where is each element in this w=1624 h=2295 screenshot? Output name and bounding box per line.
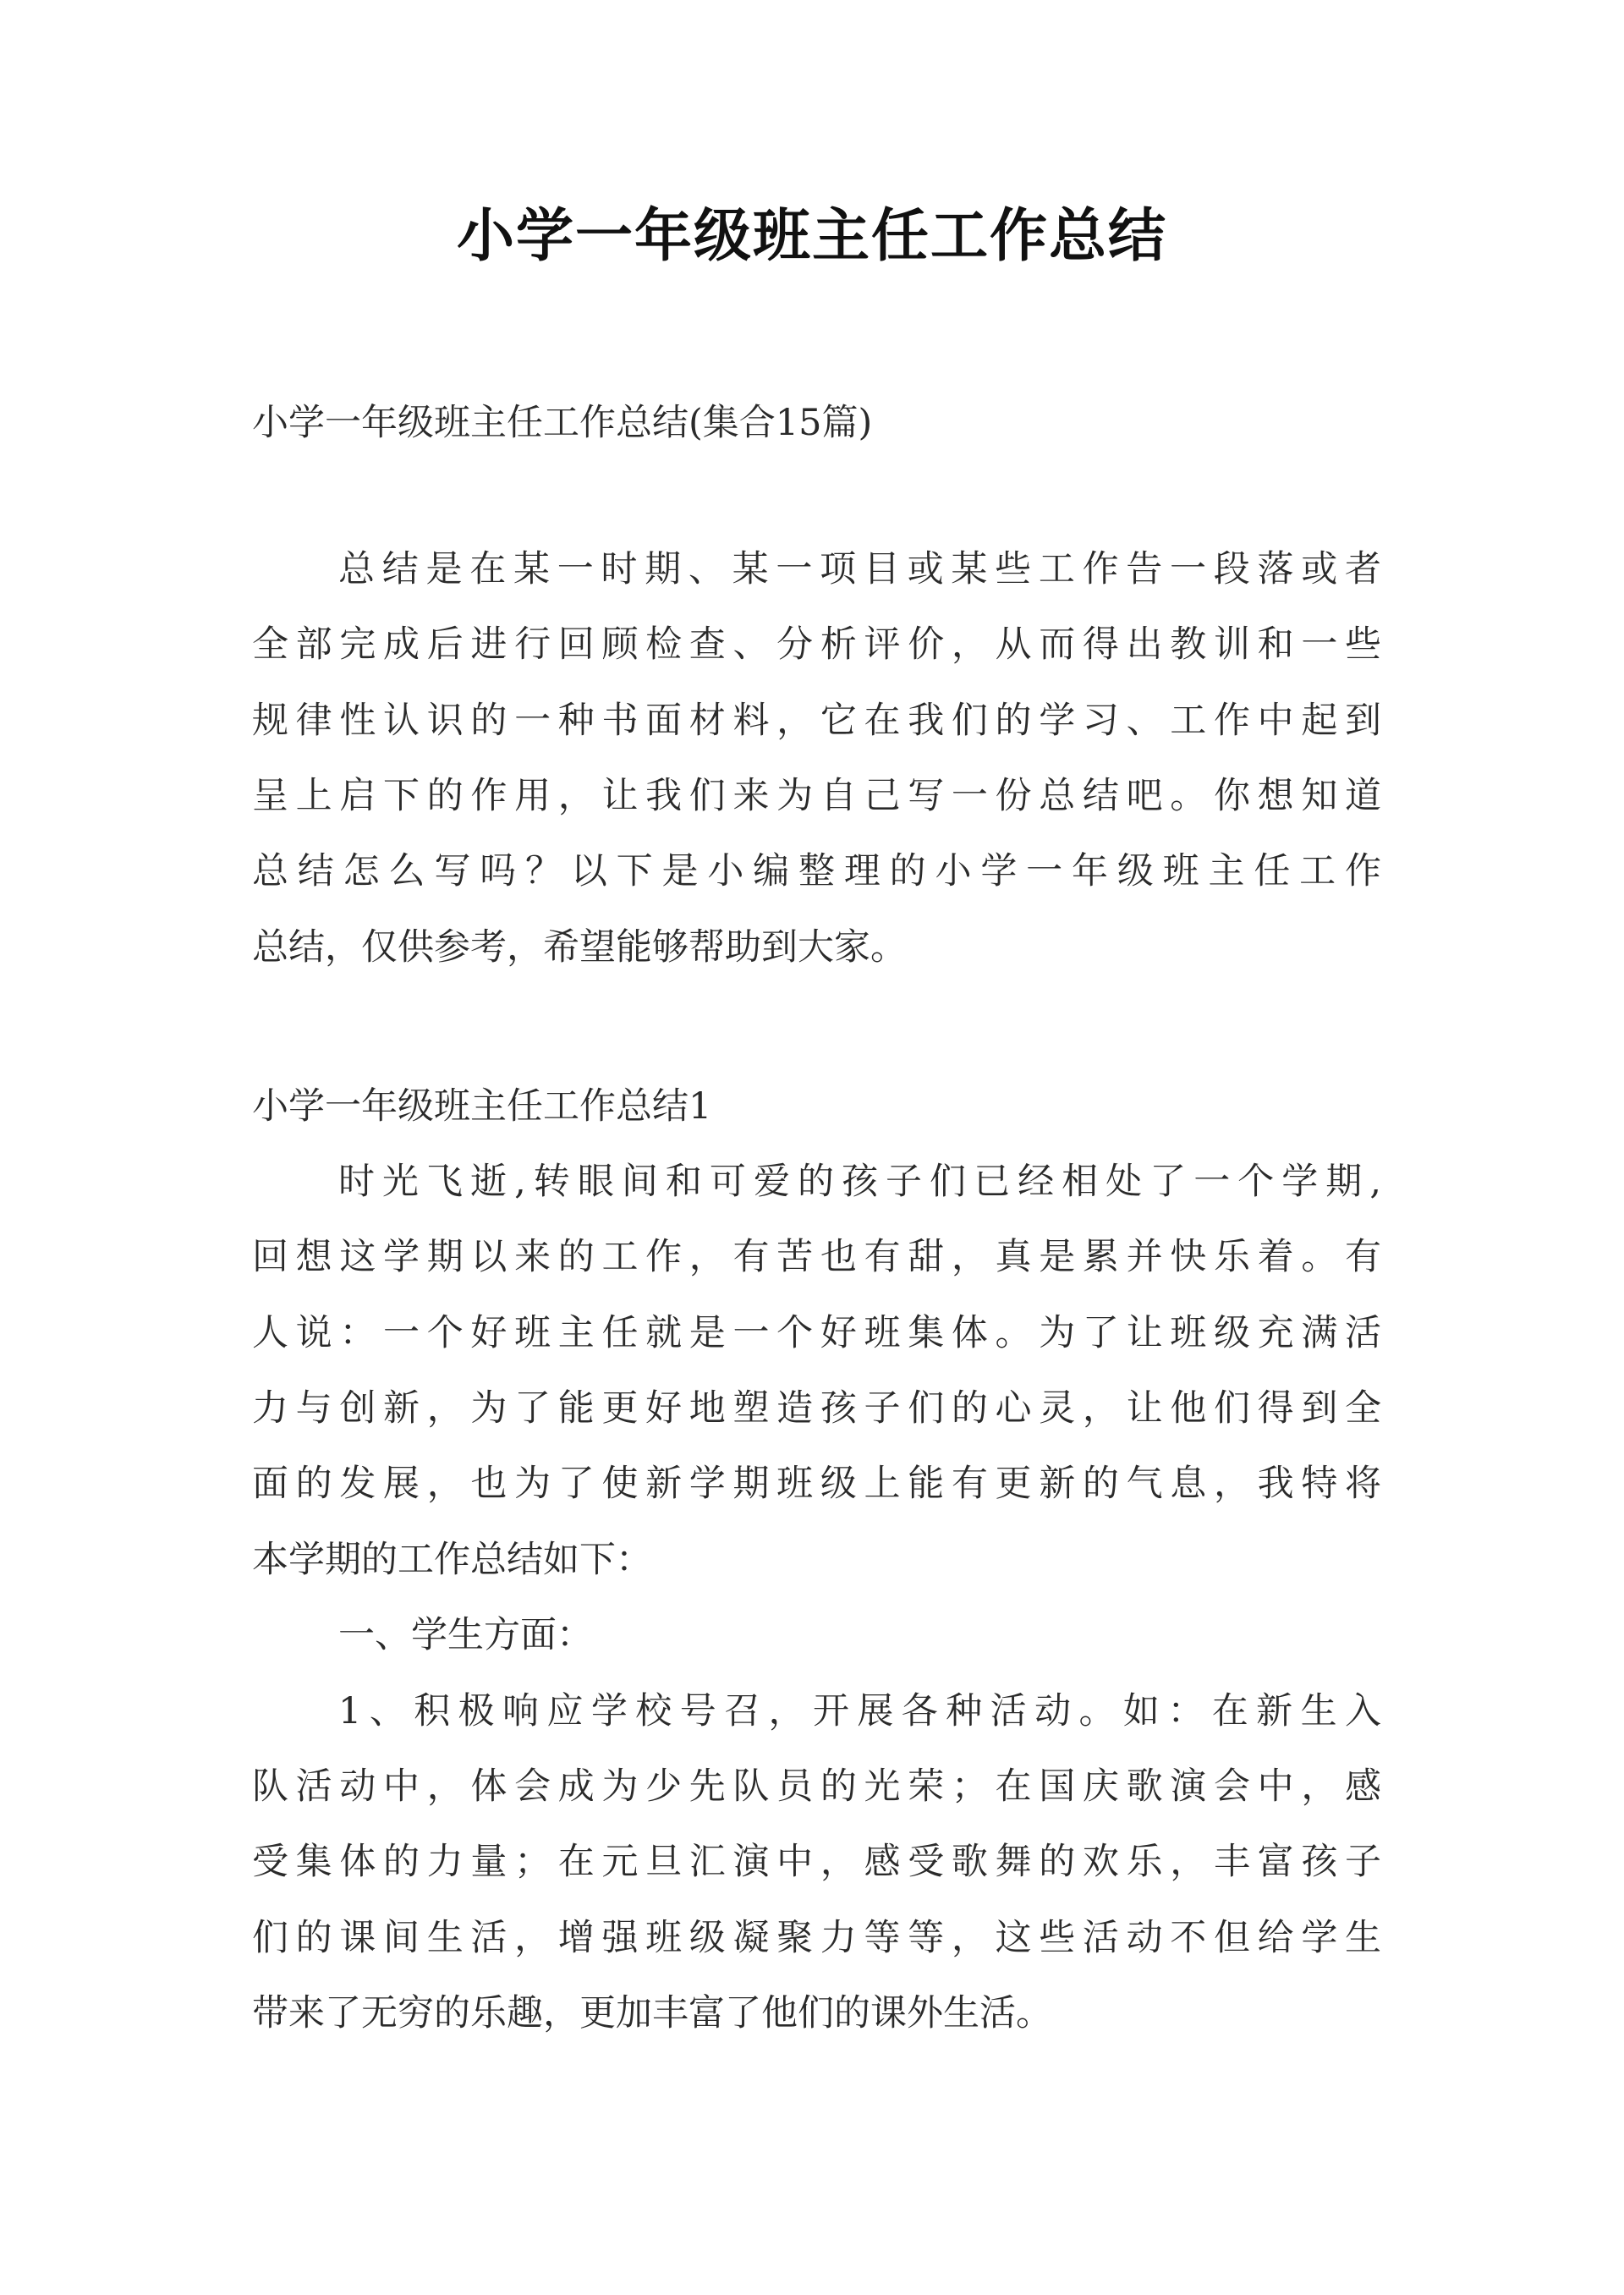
intro-line: 规律性认识的一种书面材料，它在我们的学习、工作中起到	[252, 700, 1381, 742]
intro-line: 总结怎么写吗？以下是小编整理的小学一年级班主任工作	[252, 850, 1381, 892]
section-heading: 小学一年级班主任工作总结1	[252, 1085, 712, 1128]
item-line: 受集体的力量；在元旦汇演中，感受歌舞的欢乐，丰富孩子	[252, 1841, 1381, 1883]
intro-line: 全部完成后进行回顾检查、分析评价，从而得出教训和一些	[252, 623, 1381, 666]
page-title: 小学一年级班主任工作总结	[456, 203, 1167, 270]
intro-line: 总结是在某一时期、某一项目或某些工作告一段落或者	[338, 548, 1381, 590]
section-para-line: 面的发展，也为了使新学期班级上能有更新的气息，我特将	[252, 1463, 1381, 1505]
section-para-line: 本学期的工作总结如下：	[252, 1539, 652, 1581]
section-para-line: 人说：一个好班主任就是一个好班集体。为了让班级充满活	[252, 1312, 1381, 1354]
item-line: 1、积极响应学校号召，开展各种活动。如：在新生入	[338, 1690, 1381, 1732]
document-subtitle: 小学一年级班主任工作总结(集合15篇)	[252, 402, 873, 444]
intro-line: 总结，仅供参考，希望能够帮助到大家。	[252, 926, 907, 969]
intro-line: 呈上启下的作用，让我们来为自己写一份总结吧。你想知道	[252, 775, 1381, 817]
section-para-line: 力与创新，为了能更好地塑造孩子们的心灵，让他们得到全	[252, 1387, 1381, 1430]
section-para-line: 时光飞逝,转眼间和可爱的孩子们已经相处了一个学期,	[338, 1161, 1381, 1203]
item-line: 带来了无穷的乐趣，更加丰富了他们的课外生活。	[252, 1992, 1052, 2034]
item-line: 们的课间生活，增强班级凝聚力等等，这些活动不但给学生	[252, 1917, 1381, 1959]
section-para-line: 回想这学期以来的工作，有苦也有甜，真是累并快乐着。有	[252, 1236, 1381, 1278]
item-line: 队活动中，体会成为少先队员的光荣；在国庆歌演会中，感	[252, 1765, 1381, 1808]
sub-heading: 一、学生方面：	[338, 1614, 593, 1656]
